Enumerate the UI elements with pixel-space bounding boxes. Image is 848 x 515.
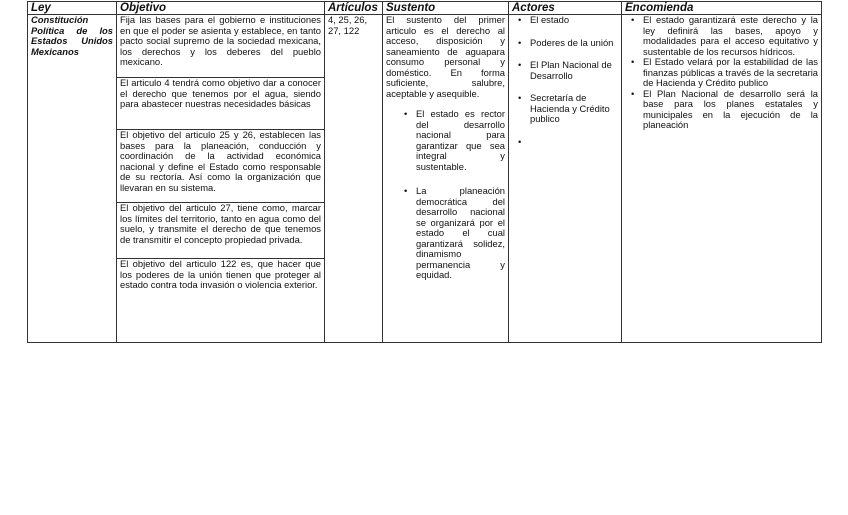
objetivo-text: El objetivo del articulo 122 es, que hacer que los poderes de la unión tienen que proteger al estado contra toda invasión o violencia exterior. <box>120 258 321 290</box>
header-row <box>28 2 822 15</box>
objetivo-text: Fija las bases para el gobierno e instituciones en que el poder se asienta y establece, en tanto pacto social supremo de la sociedad mexicana, los derechos y los deberes del pueblo mexicano. <box>120 14 321 67</box>
list-item: • El estado garantizará este derecho y la ley definirá las bases, apoyo y modalidades para el acceso equitativo y sustentable de los recursos hídricos. <box>625 15 818 57</box>
ley-cell: Constitución Política de los Estados Unidos Mexicanos <box>28 15 117 343</box>
header-encomienda: Encomienda <box>622 2 822 15</box>
list-item: • El Estado velará por la estabilidad de las finanzas públicas a través de la secretaria de Hacienda y Crédito publico <box>625 57 818 89</box>
articulos-cell: 4, 25, 26, 27, 122 <box>325 15 383 343</box>
list-item: • Poderes de la unión <box>512 38 618 49</box>
objetivo-segment <box>117 259 324 291</box>
objetivo-segment <box>117 203 324 259</box>
list-item: • La planeación democrática del desarrollo nacional se organizará por el estado el cual garantizará solidez, dinamismo permanencia y equidad. <box>400 186 505 281</box>
list-item: • El estado <box>512 15 618 26</box>
sustento-cell <box>383 15 509 343</box>
list-item: • Secretaría de Hacienda y Crédito publico <box>512 93 618 125</box>
list-item <box>512 137 618 148</box>
objetivo-text: El articulo 4 tendrá como objetivo dar a conocer el derecho que tenemos por el agua, siendo para abastecer nuestras necesidades básicas <box>120 77 321 109</box>
encomienda-cell <box>622 15 822 343</box>
table-row <box>28 15 822 343</box>
actores-list <box>512 15 618 147</box>
objetivo-text: El objetivo del articulo 27, tiene como, marcar los límites del territorio, tanto en agua como del suelo, y transmite el derecho de que tenemos de transmitir el concepto propiedad privada. <box>120 202 321 245</box>
objetivo-text: El objetivo del articulo 25 y 26, establecen las bases para la planeación, conducción y coordinación de la actividad económica nacional y define el Estado como responsable de su rectoría. Así como la organización que llevaran en su sistema. <box>120 129 321 193</box>
header-actores: Actores <box>509 2 622 15</box>
header-sustento: Sustento <box>383 2 509 15</box>
sustento-intro: El sustento del primer articulo es el derecho al acceso, disposición y saneamiento de aguapara consumo personal y doméstico. En forma suficiente, salubre, aceptable y asequible. <box>386 14 505 99</box>
header-ley: Ley <box>28 2 117 15</box>
objetivo-segment <box>117 15 324 78</box>
objetivo-segment <box>117 78 324 130</box>
objetivo-cell <box>117 15 325 343</box>
list-item: • El Plan Nacional de Desarrollo <box>512 60 618 81</box>
list-item: • El estado es rector del desarrollo nacional para garantizar que sea integral y sustentable. <box>400 109 505 172</box>
header-articulos: Artículos <box>325 2 383 15</box>
objetivo-segment <box>117 130 324 203</box>
list-item: • El Plan Nacional de desarrollo será la base para los planes estatales y municipales en la ejecución de la planeación <box>625 89 818 131</box>
encomienda-list <box>625 15 818 131</box>
law-analysis-table <box>27 1 822 343</box>
sustento-list <box>386 109 505 281</box>
actores-cell <box>509 15 622 343</box>
header-objetivo: Objetivo <box>117 2 325 15</box>
